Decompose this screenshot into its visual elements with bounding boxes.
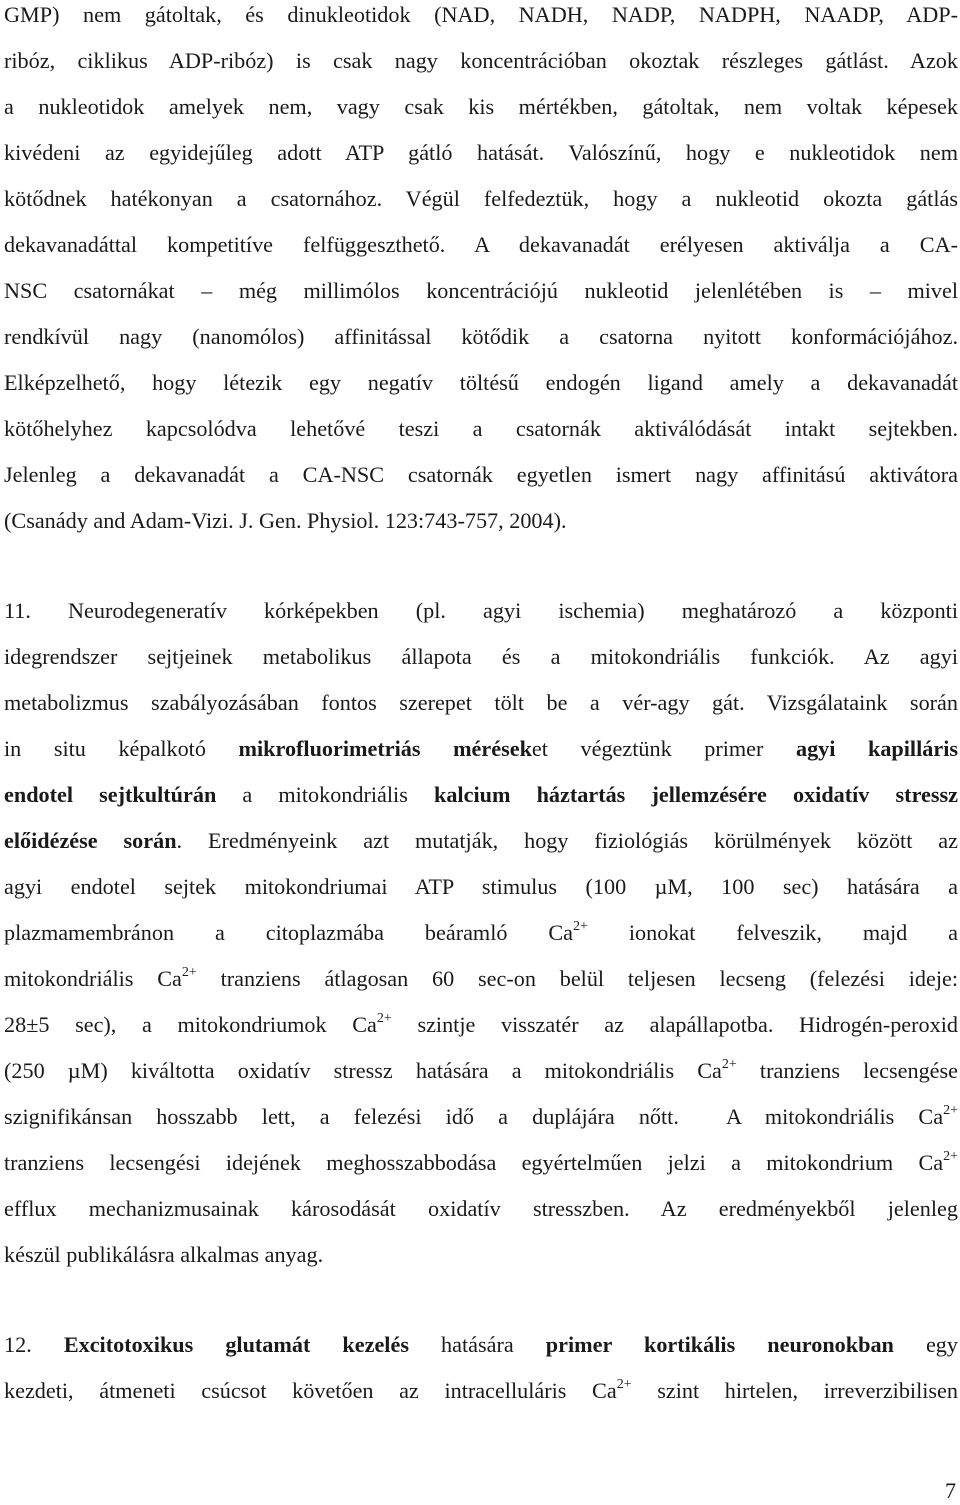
bold-text: primer kortikális neuronokban [545, 1332, 894, 1357]
text-line [4, 92, 958, 122]
text-line [4, 138, 958, 168]
text-segment: tranziens lecsengési idejének meghosszabbodása egyértelműen jelzi a mitokondrium Ca [4, 1150, 944, 1175]
text-segment: tranziens lecsengése [736, 1058, 958, 1083]
text-segment: agyi endotel sejtek mitokondriumai ATP stimulus (100 µM, 100 sec) hatására a [4, 874, 958, 899]
text-line [4, 368, 958, 398]
text-line [4, 184, 958, 214]
text-segment: plazmamembránon a citoplazmába beáramló Ca [4, 920, 574, 945]
text-line [4, 596, 958, 626]
text-segment: szignifikánsan hosszabb lett, a felezési idő a duplájára nőtt. A mitokondriális Ca [4, 1104, 944, 1129]
text-segment: mitokondriális Ca [4, 966, 182, 991]
text-segment: metabolizmus szabályozásában fontos szerepet tölt be a vér-agy gát. Vizsgálataink során [4, 690, 958, 715]
text-segment: kötőhelyhez kapcsolódva lehetővé teszi a csatornák aktiválódását intakt sejtekben. [4, 416, 958, 441]
superscript: 2+ [943, 1149, 958, 1164]
text-segment: idegrendszer sejtjeinek metabolikus állapota és a mitokondriális funkciók. Az agyi [4, 644, 958, 669]
bold-text: mikrofluorimetriás mérések [238, 736, 532, 761]
text-line [4, 1010, 958, 1040]
text-segment: rendkívül nagy (nanomólos) affinitással kötődik a csatorna nyitott konformációjához. [4, 324, 958, 349]
bold-text: előidézése során [4, 828, 177, 853]
text-segment: 28±5 sec), a mitokondriumok Ca [4, 1012, 377, 1037]
text-line [4, 1330, 958, 1360]
text-segment: (250 µM) kiváltotta oxidatív stressz hatására a mitokondriális Ca [4, 1058, 722, 1083]
bold-text: endotel sejtkultúrán [4, 782, 217, 807]
text-line [4, 734, 958, 764]
text-line [4, 1148, 958, 1178]
text-segment: efflux mechanizmusainak károsodását oxidatív stresszben. Az eredményekből jelenleg [4, 1196, 958, 1221]
text-segment: kezdeti, átmeneti csúcsot követően az intracelluláris Ca [4, 1378, 617, 1403]
text-line [4, 918, 958, 948]
text-segment: tranziens átlagosan 60 sec-on belül teljesen lecseng (felezési ideje: [196, 966, 958, 991]
text-line [4, 0, 958, 30]
text-line [4, 1194, 958, 1224]
text-segment: egy [893, 1332, 958, 1357]
text-line [4, 230, 958, 260]
text-segment: NSC csatornákat – még millimólos koncentrációjú nukleotid jelenlétében is – mivel [4, 278, 958, 303]
text-line [4, 872, 958, 902]
text-line [4, 964, 958, 994]
superscript: 2+ [376, 1011, 392, 1026]
text-segment: kivédeni az egyidejűleg adott ATP gátló hatását. Valószínű, hogy e nukleotidok nem [4, 140, 958, 165]
text-segment: (Csanády and Adam-Vizi. J. Gen. Physiol. 123:743-757, 2004). [4, 508, 567, 533]
text-line [4, 1102, 958, 1132]
text-line [4, 414, 958, 444]
text-segment: készül publikálásra alkalmas anyag. [4, 1242, 324, 1267]
text-line [4, 780, 958, 810]
text-segment: szintje visszatér az alapállapotba. Hidrogén-peroxid [391, 1012, 958, 1037]
text-segment: . Eredményeink azt mutatják, hogy fiziológiás körülmények között az [176, 828, 958, 853]
text-segment: in situ képalkotó [4, 736, 239, 761]
text-line [4, 322, 958, 352]
text-line [4, 1056, 958, 1086]
text-segment: et végeztünk primer [531, 736, 796, 761]
text-segment: hatására [408, 1332, 546, 1357]
text-segment: a mitokondriális [216, 782, 434, 807]
text-segment: GMP) nem gátoltak, és dinukleotidok (NAD, NADH, NADP, NADPH, NAADP, ADP- [4, 2, 958, 27]
text-line [4, 46, 958, 76]
text-segment: szint hirtelen, irreverzibilisen [631, 1378, 958, 1403]
text-segment: 12. [4, 1332, 64, 1357]
text-line [4, 642, 958, 672]
superscript: 2+ [721, 1057, 737, 1072]
text-segment: ionokat felveszik, majd a [587, 920, 958, 945]
superscript: 2+ [181, 965, 197, 980]
bold-text: Excitotoxikus glutamát kezelés [63, 1332, 409, 1357]
text-line [4, 276, 958, 306]
text-segment: Elképzelhető, hogy létezik egy negatív töltésű endogén ligand amely a dekavanadát [4, 370, 958, 395]
superscript: 2+ [616, 1377, 632, 1392]
text-segment: 11. Neurodegeneratív kórképekben (pl. agyi ischemia) meghatározó a központi [4, 598, 958, 623]
text-line [4, 826, 958, 856]
text-segment: kötődnek hatékonyan a csatornához. Végül felfedeztük, hogy a nukleotid okozta gátlás [4, 186, 958, 211]
text-line [4, 460, 958, 490]
bold-text: kalcium háztartás jellemzésére oxidatív stressz [434, 782, 958, 807]
superscript: 2+ [573, 919, 588, 934]
text-line [4, 1240, 958, 1270]
text-segment: ribóz, ciklikus ADP-ribóz) is csak nagy koncentrációban okoztak részleges gátlást. Azok [4, 48, 958, 73]
text-line [4, 688, 958, 718]
text-segment: dekavanadáttal kompetitíve felfüggeszthető. A dekavanadát erélyesen aktiválja a CA- [4, 232, 958, 257]
text-segment: Jelenleg a dekavanadát a CA-NSC csatornák egyetlen ismert nagy affinitású aktivátora [4, 462, 958, 487]
text-line [4, 506, 958, 536]
superscript: 2+ [943, 1103, 958, 1118]
page-number: 7 [945, 1478, 956, 1503]
text-segment: a nukleotidok amelyek nem, vagy csak kis mértékben, gátoltak, nem voltak képesek [4, 94, 958, 119]
text-line [4, 1376, 958, 1406]
bold-text: agyi kapilláris [795, 736, 958, 761]
